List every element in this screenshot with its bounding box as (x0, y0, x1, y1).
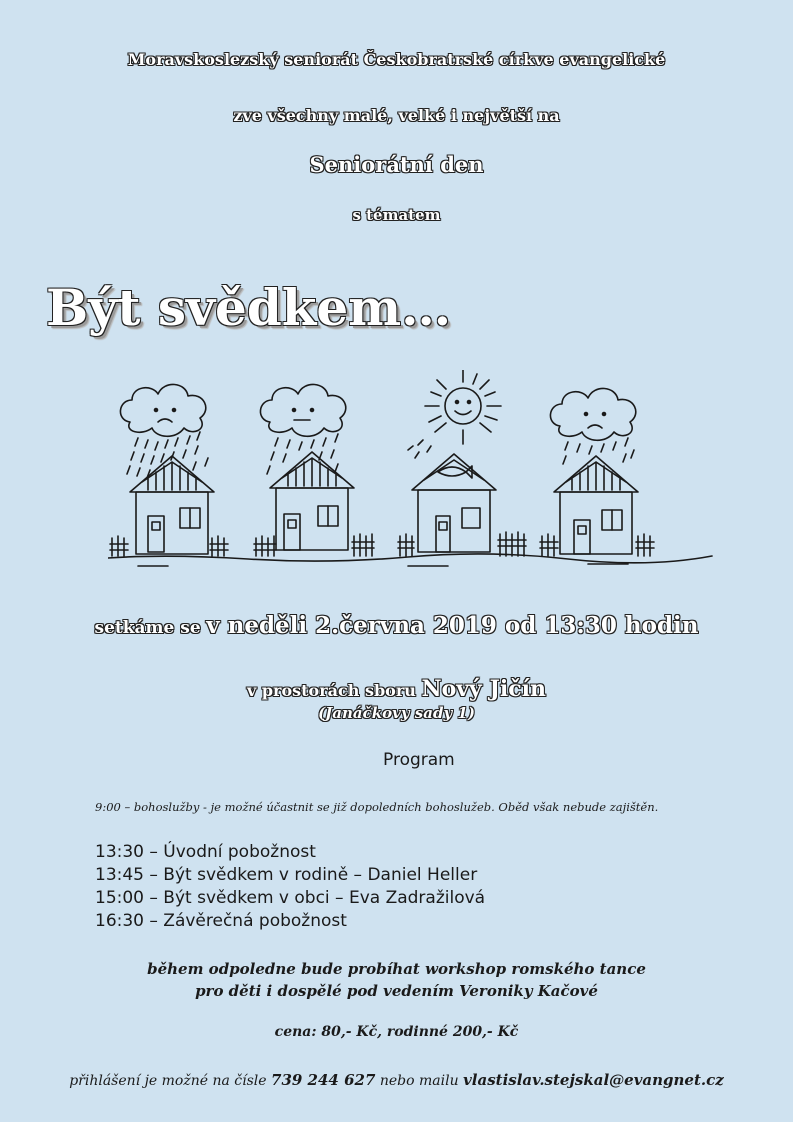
schedule-item: 13:30 – Úvodní pobožnost (95, 842, 316, 862)
house-icon (412, 454, 496, 552)
signup-phone: 739 244 627 (271, 1071, 376, 1089)
program-heading: Program (383, 750, 455, 770)
house-icon (270, 452, 354, 550)
program-schedule (95, 841, 485, 933)
signup-line (0, 1071, 793, 1089)
house-icon (130, 456, 214, 554)
schedule-item: 16:30 – Závěrečná pobožnost (95, 911, 347, 931)
signup-email: vlastislav.stejskal@evangnet.cz (463, 1071, 724, 1089)
organizer-line: Moravskoslezský seniorát Českobratrské církve evangelické (127, 50, 666, 69)
date-line (0, 612, 793, 639)
signup-text-2: nebo mailu (379, 1073, 459, 1089)
workshop-line-2: pro děti i dospělé pod vedením Veroniky Kačové (195, 982, 598, 1000)
schedule-item: 15:00 – Být svědkem v obci – Eva Zadražilová (95, 888, 486, 908)
house-icon (554, 456, 638, 554)
invitation-line: zve všechny malé, velké i největší na (233, 106, 560, 125)
sun-icon (408, 370, 501, 458)
venue-place: Nový Jičín (421, 676, 546, 702)
event-name: Seniorátní den (309, 152, 484, 177)
schedule-item: 13:45 – Být svědkem v rodině – Daniel Heller (95, 865, 478, 885)
venue-line (0, 676, 793, 702)
theme-intro: s tématem (352, 206, 441, 224)
workshop-line-1: během odpoledne bude probíhat workshop romského tance (147, 960, 646, 978)
houses-illustration (108, 370, 714, 580)
date-prefix: setkáme se (94, 618, 201, 638)
price-line: cena: 80,- Kč, rodinné 200,- Kč (274, 1024, 519, 1040)
venue-address: (Janáčkovy sady 1) (318, 704, 475, 722)
workshop-note (0, 958, 793, 1002)
signup-text-1: přihlášení je možné na čísle (69, 1073, 267, 1089)
rain-cloud-icon (120, 384, 208, 478)
event-datetime: v neděli 2.června 2019 od 13:30 hodin (206, 612, 699, 639)
morning-service-note: 9:00 – bohoslužby - je možné účastnit se již dopoledních bohoslužeb. Oběd však nebude zajištěn. (95, 800, 659, 814)
venue-prefix: v prostorách sboru (246, 681, 416, 700)
theme-headline: Být svědkem… (46, 278, 452, 337)
rain-cloud-icon (550, 388, 635, 464)
